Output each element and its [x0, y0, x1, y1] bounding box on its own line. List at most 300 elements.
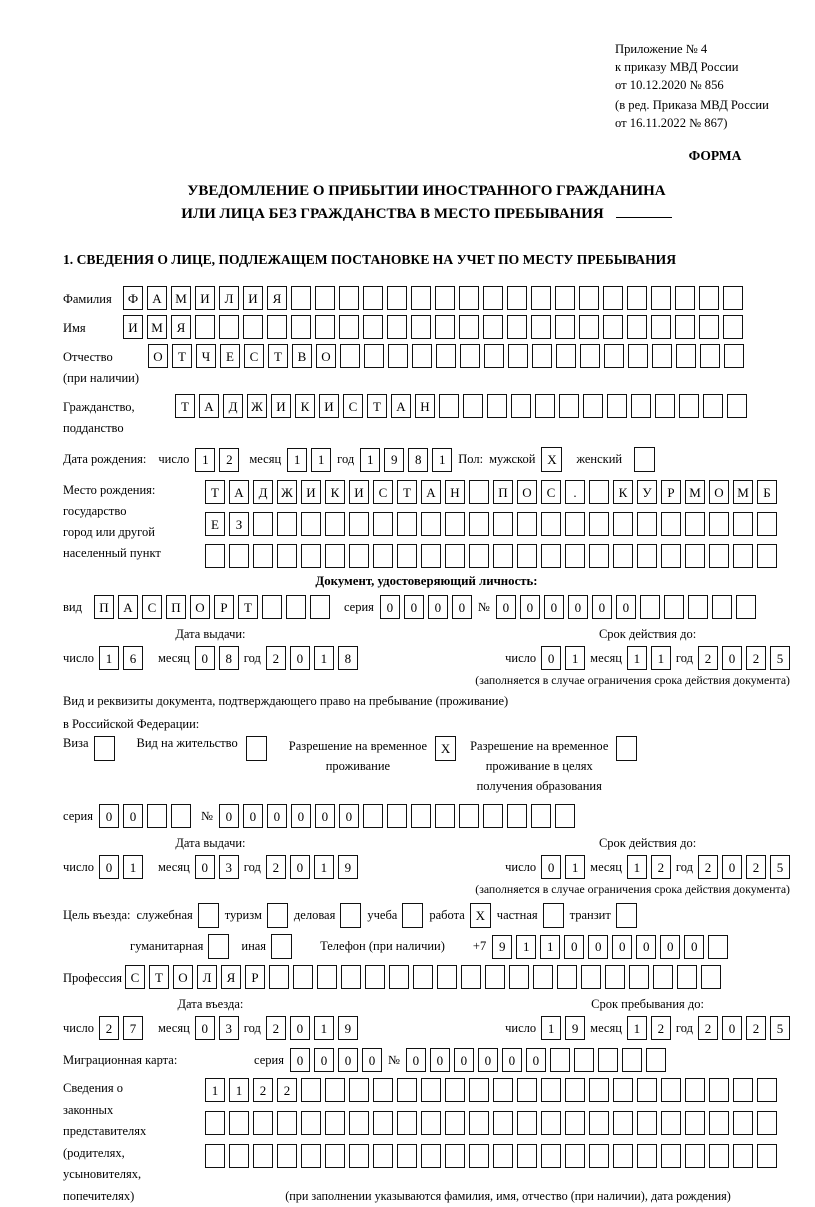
- char-cell[interactable]: 0: [722, 1016, 742, 1040]
- char-cell[interactable]: [315, 286, 335, 310]
- char-cell[interactable]: [301, 544, 321, 568]
- char-cell[interactable]: [445, 544, 465, 568]
- char-cell[interactable]: [253, 1111, 273, 1135]
- char-cell[interactable]: [709, 512, 729, 536]
- char-cell[interactable]: [603, 315, 623, 339]
- char-cell[interactable]: Т: [367, 394, 387, 418]
- char-cell[interactable]: [411, 315, 431, 339]
- char-cell[interactable]: 0: [430, 1048, 450, 1072]
- char-cell[interactable]: И: [195, 286, 215, 310]
- char-cell[interactable]: [301, 1078, 321, 1102]
- char-cell[interactable]: [445, 1144, 465, 1168]
- char-cell[interactable]: [550, 1048, 570, 1072]
- female-checkbox[interactable]: [634, 447, 655, 472]
- char-cell[interactable]: [195, 315, 215, 339]
- char-cell[interactable]: [699, 286, 719, 310]
- char-cell[interactable]: 0: [636, 935, 656, 959]
- char-cell[interactable]: 0: [267, 804, 287, 828]
- char-cell[interactable]: [373, 544, 393, 568]
- char-cell[interactable]: [349, 1078, 369, 1102]
- char-cell[interactable]: [607, 394, 627, 418]
- char-cell[interactable]: С: [343, 394, 363, 418]
- char-cell[interactable]: [493, 1144, 513, 1168]
- char-cell[interactable]: 0: [592, 595, 612, 619]
- char-cell[interactable]: [555, 315, 575, 339]
- char-cell[interactable]: [565, 512, 585, 536]
- char-cell[interactable]: М: [685, 480, 705, 504]
- char-cell[interactable]: [325, 1111, 345, 1135]
- char-cell[interactable]: [517, 544, 537, 568]
- char-cell[interactable]: 0: [684, 935, 704, 959]
- char-cell[interactable]: Т: [172, 344, 192, 368]
- char-cell[interactable]: А: [118, 595, 138, 619]
- char-cell[interactable]: [637, 1078, 657, 1102]
- char-cell[interactable]: [373, 1078, 393, 1102]
- char-cell[interactable]: М: [171, 286, 191, 310]
- char-cell[interactable]: О: [517, 480, 537, 504]
- char-cell[interactable]: [701, 965, 721, 989]
- char-cell[interactable]: .: [565, 480, 585, 504]
- char-cell[interactable]: [445, 1078, 465, 1102]
- char-cell[interactable]: [436, 344, 456, 368]
- char-cell[interactable]: [483, 804, 503, 828]
- char-cell[interactable]: [685, 1144, 705, 1168]
- char-cell[interactable]: О: [190, 595, 210, 619]
- char-cell[interactable]: [397, 1144, 417, 1168]
- char-cell[interactable]: 0: [243, 804, 263, 828]
- char-cell[interactable]: [613, 1078, 633, 1102]
- char-cell[interactable]: 0: [195, 1016, 215, 1040]
- char-cell[interactable]: С: [125, 965, 145, 989]
- char-cell[interactable]: [493, 512, 513, 536]
- char-cell[interactable]: 2: [266, 646, 286, 670]
- char-cell[interactable]: [277, 1144, 297, 1168]
- char-cell[interactable]: 0: [404, 595, 424, 619]
- char-cell[interactable]: 0: [290, 1016, 310, 1040]
- char-cell[interactable]: [603, 286, 623, 310]
- char-cell[interactable]: [469, 544, 489, 568]
- char-cell[interactable]: [508, 344, 528, 368]
- char-cell[interactable]: [349, 512, 369, 536]
- char-cell[interactable]: 2: [219, 448, 239, 472]
- char-cell[interactable]: [556, 344, 576, 368]
- char-cell[interactable]: 0: [428, 595, 448, 619]
- char-cell[interactable]: 1: [314, 855, 334, 879]
- char-cell[interactable]: [229, 544, 249, 568]
- char-cell[interactable]: 0: [588, 935, 608, 959]
- char-cell[interactable]: Д: [223, 394, 243, 418]
- char-cell[interactable]: [712, 595, 732, 619]
- char-cell[interactable]: [688, 595, 708, 619]
- char-cell[interactable]: О: [316, 344, 336, 368]
- char-cell[interactable]: [421, 512, 441, 536]
- char-cell[interactable]: 0: [568, 595, 588, 619]
- char-cell[interactable]: 2: [746, 1016, 766, 1040]
- char-cell[interactable]: 9: [338, 855, 358, 879]
- char-cell[interactable]: 5: [770, 855, 790, 879]
- char-cell[interactable]: [677, 965, 697, 989]
- char-cell[interactable]: [685, 544, 705, 568]
- official-checkbox[interactable]: [198, 903, 219, 928]
- char-cell[interactable]: [373, 1144, 393, 1168]
- business-checkbox[interactable]: [340, 903, 361, 928]
- char-cell[interactable]: [675, 286, 695, 310]
- char-cell[interactable]: З: [229, 512, 249, 536]
- char-cell[interactable]: [411, 286, 431, 310]
- char-cell[interactable]: Л: [219, 286, 239, 310]
- char-cell[interactable]: [339, 315, 359, 339]
- char-cell[interactable]: [387, 286, 407, 310]
- char-cell[interactable]: 0: [564, 935, 584, 959]
- char-cell[interactable]: Ф: [123, 286, 143, 310]
- char-cell[interactable]: [709, 544, 729, 568]
- char-cell[interactable]: [511, 394, 531, 418]
- char-cell[interactable]: [757, 512, 777, 536]
- char-cell[interactable]: [640, 595, 660, 619]
- char-cell[interactable]: 0: [195, 855, 215, 879]
- char-cell[interactable]: [579, 315, 599, 339]
- char-cell[interactable]: [664, 595, 684, 619]
- residence-permit-checkbox[interactable]: [246, 736, 267, 761]
- char-cell[interactable]: 2: [698, 646, 718, 670]
- char-cell[interactable]: [628, 344, 648, 368]
- char-cell[interactable]: 8: [338, 646, 358, 670]
- char-cell[interactable]: Е: [220, 344, 240, 368]
- char-cell[interactable]: [459, 804, 479, 828]
- char-cell[interactable]: [253, 544, 273, 568]
- char-cell[interactable]: [565, 1078, 585, 1102]
- char-cell[interactable]: 1: [195, 448, 215, 472]
- char-cell[interactable]: Р: [214, 595, 234, 619]
- char-cell[interactable]: 5: [770, 646, 790, 670]
- char-cell[interactable]: [559, 394, 579, 418]
- char-cell[interactable]: [604, 344, 624, 368]
- char-cell[interactable]: [685, 1111, 705, 1135]
- visa-checkbox[interactable]: [94, 736, 115, 761]
- char-cell[interactable]: [291, 315, 311, 339]
- char-cell[interactable]: [397, 1111, 417, 1135]
- char-cell[interactable]: [757, 544, 777, 568]
- char-cell[interactable]: [583, 394, 603, 418]
- char-cell[interactable]: С: [541, 480, 561, 504]
- char-cell[interactable]: 9: [384, 448, 404, 472]
- char-cell[interactable]: [736, 595, 756, 619]
- char-cell[interactable]: [229, 1144, 249, 1168]
- char-cell[interactable]: О: [148, 344, 168, 368]
- char-cell[interactable]: [675, 315, 695, 339]
- char-cell[interactable]: 0: [541, 855, 561, 879]
- char-cell[interactable]: [205, 1111, 225, 1135]
- char-cell[interactable]: 1: [565, 646, 585, 670]
- char-cell[interactable]: [541, 512, 561, 536]
- char-cell[interactable]: 0: [123, 804, 143, 828]
- char-cell[interactable]: 1: [565, 855, 585, 879]
- char-cell[interactable]: [493, 1078, 513, 1102]
- char-cell[interactable]: [483, 286, 503, 310]
- char-cell[interactable]: 1: [627, 646, 647, 670]
- char-cell[interactable]: [205, 544, 225, 568]
- char-cell[interactable]: [652, 344, 672, 368]
- char-cell[interactable]: [469, 1111, 489, 1135]
- temp-residence-checkbox[interactable]: X: [435, 736, 456, 761]
- char-cell[interactable]: [723, 286, 743, 310]
- char-cell[interactable]: М: [733, 480, 753, 504]
- char-cell[interactable]: [459, 315, 479, 339]
- char-cell[interactable]: [219, 315, 239, 339]
- work-checkbox[interactable]: X: [470, 903, 491, 928]
- char-cell[interactable]: В: [292, 344, 312, 368]
- char-cell[interactable]: [557, 965, 577, 989]
- char-cell[interactable]: [565, 544, 585, 568]
- char-cell[interactable]: [580, 344, 600, 368]
- char-cell[interactable]: [349, 544, 369, 568]
- char-cell[interactable]: [629, 965, 649, 989]
- char-cell[interactable]: [349, 1111, 369, 1135]
- char-cell[interactable]: [445, 512, 465, 536]
- char-cell[interactable]: [435, 804, 455, 828]
- char-cell[interactable]: У: [637, 480, 657, 504]
- char-cell[interactable]: 2: [266, 1016, 286, 1040]
- char-cell[interactable]: 0: [380, 595, 400, 619]
- char-cell[interactable]: [727, 394, 747, 418]
- char-cell[interactable]: 0: [478, 1048, 498, 1072]
- char-cell[interactable]: О: [709, 480, 729, 504]
- char-cell[interactable]: [341, 965, 361, 989]
- char-cell[interactable]: [613, 1144, 633, 1168]
- char-cell[interactable]: Т: [175, 394, 195, 418]
- char-cell[interactable]: [397, 512, 417, 536]
- char-cell[interactable]: 2: [277, 1078, 297, 1102]
- char-cell[interactable]: Я: [171, 315, 191, 339]
- char-cell[interactable]: 0: [520, 595, 540, 619]
- char-cell[interactable]: [365, 965, 385, 989]
- char-cell[interactable]: [655, 394, 675, 418]
- char-cell[interactable]: [397, 544, 417, 568]
- char-cell[interactable]: 1: [99, 646, 119, 670]
- char-cell[interactable]: И: [243, 286, 263, 310]
- char-cell[interactable]: 1: [360, 448, 380, 472]
- char-cell[interactable]: 0: [452, 595, 472, 619]
- char-cell[interactable]: [147, 804, 167, 828]
- char-cell[interactable]: 1: [651, 646, 671, 670]
- char-cell[interactable]: [589, 480, 609, 504]
- char-cell[interactable]: [613, 512, 633, 536]
- char-cell[interactable]: [325, 1144, 345, 1168]
- char-cell[interactable]: 8: [408, 448, 428, 472]
- char-cell[interactable]: Я: [221, 965, 241, 989]
- char-cell[interactable]: [301, 512, 321, 536]
- char-cell[interactable]: [613, 1111, 633, 1135]
- char-cell[interactable]: [388, 344, 408, 368]
- char-cell[interactable]: [243, 315, 263, 339]
- male-checkbox[interactable]: X: [541, 447, 562, 472]
- char-cell[interactable]: 1: [314, 646, 334, 670]
- char-cell[interactable]: Ч: [196, 344, 216, 368]
- char-cell[interactable]: 0: [314, 1048, 334, 1072]
- char-cell[interactable]: [661, 1078, 681, 1102]
- char-cell[interactable]: 0: [315, 804, 335, 828]
- char-cell[interactable]: [535, 394, 555, 418]
- char-cell[interactable]: [565, 1144, 585, 1168]
- char-cell[interactable]: Т: [238, 595, 258, 619]
- title-blank-line[interactable]: [616, 217, 672, 218]
- char-cell[interactable]: [541, 1144, 561, 1168]
- char-cell[interactable]: [541, 544, 561, 568]
- char-cell[interactable]: [661, 1111, 681, 1135]
- char-cell[interactable]: 0: [362, 1048, 382, 1072]
- char-cell[interactable]: [421, 1078, 441, 1102]
- char-cell[interactable]: [613, 544, 633, 568]
- char-cell[interactable]: [653, 965, 673, 989]
- char-cell[interactable]: [325, 544, 345, 568]
- char-cell[interactable]: [589, 1144, 609, 1168]
- char-cell[interactable]: [325, 1078, 345, 1102]
- char-cell[interactable]: 0: [290, 855, 310, 879]
- char-cell[interactable]: [413, 965, 433, 989]
- char-cell[interactable]: 1: [311, 448, 331, 472]
- char-cell[interactable]: 1: [432, 448, 452, 472]
- char-cell[interactable]: 2: [651, 1016, 671, 1040]
- char-cell[interactable]: 9: [338, 1016, 358, 1040]
- char-cell[interactable]: [262, 595, 282, 619]
- char-cell[interactable]: 0: [541, 646, 561, 670]
- char-cell[interactable]: [269, 965, 289, 989]
- char-cell[interactable]: [493, 544, 513, 568]
- char-cell[interactable]: [531, 804, 551, 828]
- char-cell[interactable]: [700, 344, 720, 368]
- char-cell[interactable]: [469, 1078, 489, 1102]
- char-cell[interactable]: [253, 512, 273, 536]
- char-cell[interactable]: [661, 1144, 681, 1168]
- char-cell[interactable]: [325, 512, 345, 536]
- char-cell[interactable]: [533, 965, 553, 989]
- char-cell[interactable]: 7: [123, 1016, 143, 1040]
- char-cell[interactable]: [676, 344, 696, 368]
- char-cell[interactable]: [646, 1048, 666, 1072]
- char-cell[interactable]: [509, 965, 529, 989]
- char-cell[interactable]: 3: [219, 1016, 239, 1040]
- char-cell[interactable]: [531, 286, 551, 310]
- char-cell[interactable]: [349, 1144, 369, 1168]
- char-cell[interactable]: 6: [123, 646, 143, 670]
- char-cell[interactable]: [363, 804, 383, 828]
- char-cell[interactable]: 1: [627, 1016, 647, 1040]
- char-cell[interactable]: С: [142, 595, 162, 619]
- char-cell[interactable]: [605, 965, 625, 989]
- char-cell[interactable]: [733, 544, 753, 568]
- char-cell[interactable]: [627, 286, 647, 310]
- char-cell[interactable]: 2: [698, 1016, 718, 1040]
- char-cell[interactable]: [389, 965, 409, 989]
- char-cell[interactable]: Т: [149, 965, 169, 989]
- char-cell[interactable]: 0: [722, 646, 742, 670]
- char-cell[interactable]: [459, 286, 479, 310]
- char-cell[interactable]: [627, 315, 647, 339]
- char-cell[interactable]: 9: [492, 935, 512, 959]
- char-cell[interactable]: [493, 1111, 513, 1135]
- char-cell[interactable]: [387, 804, 407, 828]
- char-cell[interactable]: [574, 1048, 594, 1072]
- char-cell[interactable]: 2: [746, 855, 766, 879]
- char-cell[interactable]: [541, 1111, 561, 1135]
- char-cell[interactable]: [485, 965, 505, 989]
- char-cell[interactable]: [685, 512, 705, 536]
- char-cell[interactable]: И: [349, 480, 369, 504]
- char-cell[interactable]: Ж: [277, 480, 297, 504]
- char-cell[interactable]: [205, 1144, 225, 1168]
- char-cell[interactable]: Р: [245, 965, 265, 989]
- char-cell[interactable]: [460, 344, 480, 368]
- char-cell[interactable]: Р: [661, 480, 681, 504]
- char-cell[interactable]: [437, 965, 457, 989]
- char-cell[interactable]: 0: [722, 855, 742, 879]
- char-cell[interactable]: С: [373, 480, 393, 504]
- char-cell[interactable]: 2: [266, 855, 286, 879]
- char-cell[interactable]: [461, 965, 481, 989]
- char-cell[interactable]: [229, 1111, 249, 1135]
- char-cell[interactable]: [253, 1144, 273, 1168]
- char-cell[interactable]: 1: [314, 1016, 334, 1040]
- char-cell[interactable]: [709, 1111, 729, 1135]
- char-cell[interactable]: [267, 315, 287, 339]
- char-cell[interactable]: [589, 544, 609, 568]
- char-cell[interactable]: М: [147, 315, 167, 339]
- char-cell[interactable]: [733, 1144, 753, 1168]
- char-cell[interactable]: [565, 1111, 585, 1135]
- char-cell[interactable]: [277, 544, 297, 568]
- char-cell[interactable]: 0: [291, 804, 311, 828]
- char-cell[interactable]: [469, 1144, 489, 1168]
- char-cell[interactable]: [699, 315, 719, 339]
- char-cell[interactable]: А: [199, 394, 219, 418]
- char-cell[interactable]: [412, 344, 432, 368]
- char-cell[interactable]: 0: [406, 1048, 426, 1072]
- char-cell[interactable]: [517, 1078, 537, 1102]
- char-cell[interactable]: [589, 1111, 609, 1135]
- char-cell[interactable]: [277, 1111, 297, 1135]
- char-cell[interactable]: П: [493, 480, 513, 504]
- char-cell[interactable]: Ж: [247, 394, 267, 418]
- char-cell[interactable]: [651, 315, 671, 339]
- char-cell[interactable]: [421, 1144, 441, 1168]
- char-cell[interactable]: [757, 1111, 777, 1135]
- char-cell[interactable]: [171, 804, 191, 828]
- char-cell[interactable]: [507, 315, 527, 339]
- char-cell[interactable]: [339, 286, 359, 310]
- char-cell[interactable]: [469, 512, 489, 536]
- char-cell[interactable]: [435, 286, 455, 310]
- char-cell[interactable]: [363, 286, 383, 310]
- transit-checkbox[interactable]: [616, 903, 637, 928]
- char-cell[interactable]: А: [147, 286, 167, 310]
- char-cell[interactable]: Т: [397, 480, 417, 504]
- char-cell[interactable]: 5: [770, 1016, 790, 1040]
- char-cell[interactable]: [301, 1111, 321, 1135]
- char-cell[interactable]: [531, 315, 551, 339]
- char-cell[interactable]: Л: [197, 965, 217, 989]
- char-cell[interactable]: К: [613, 480, 633, 504]
- char-cell[interactable]: [708, 935, 728, 959]
- humanitarian-checkbox[interactable]: [208, 934, 229, 959]
- char-cell[interactable]: [483, 315, 503, 339]
- char-cell[interactable]: [661, 544, 681, 568]
- char-cell[interactable]: 1: [541, 1016, 561, 1040]
- char-cell[interactable]: 1: [516, 935, 536, 959]
- char-cell[interactable]: [411, 804, 431, 828]
- char-cell[interactable]: 1: [229, 1078, 249, 1102]
- char-cell[interactable]: 0: [454, 1048, 474, 1072]
- char-cell[interactable]: 0: [339, 804, 359, 828]
